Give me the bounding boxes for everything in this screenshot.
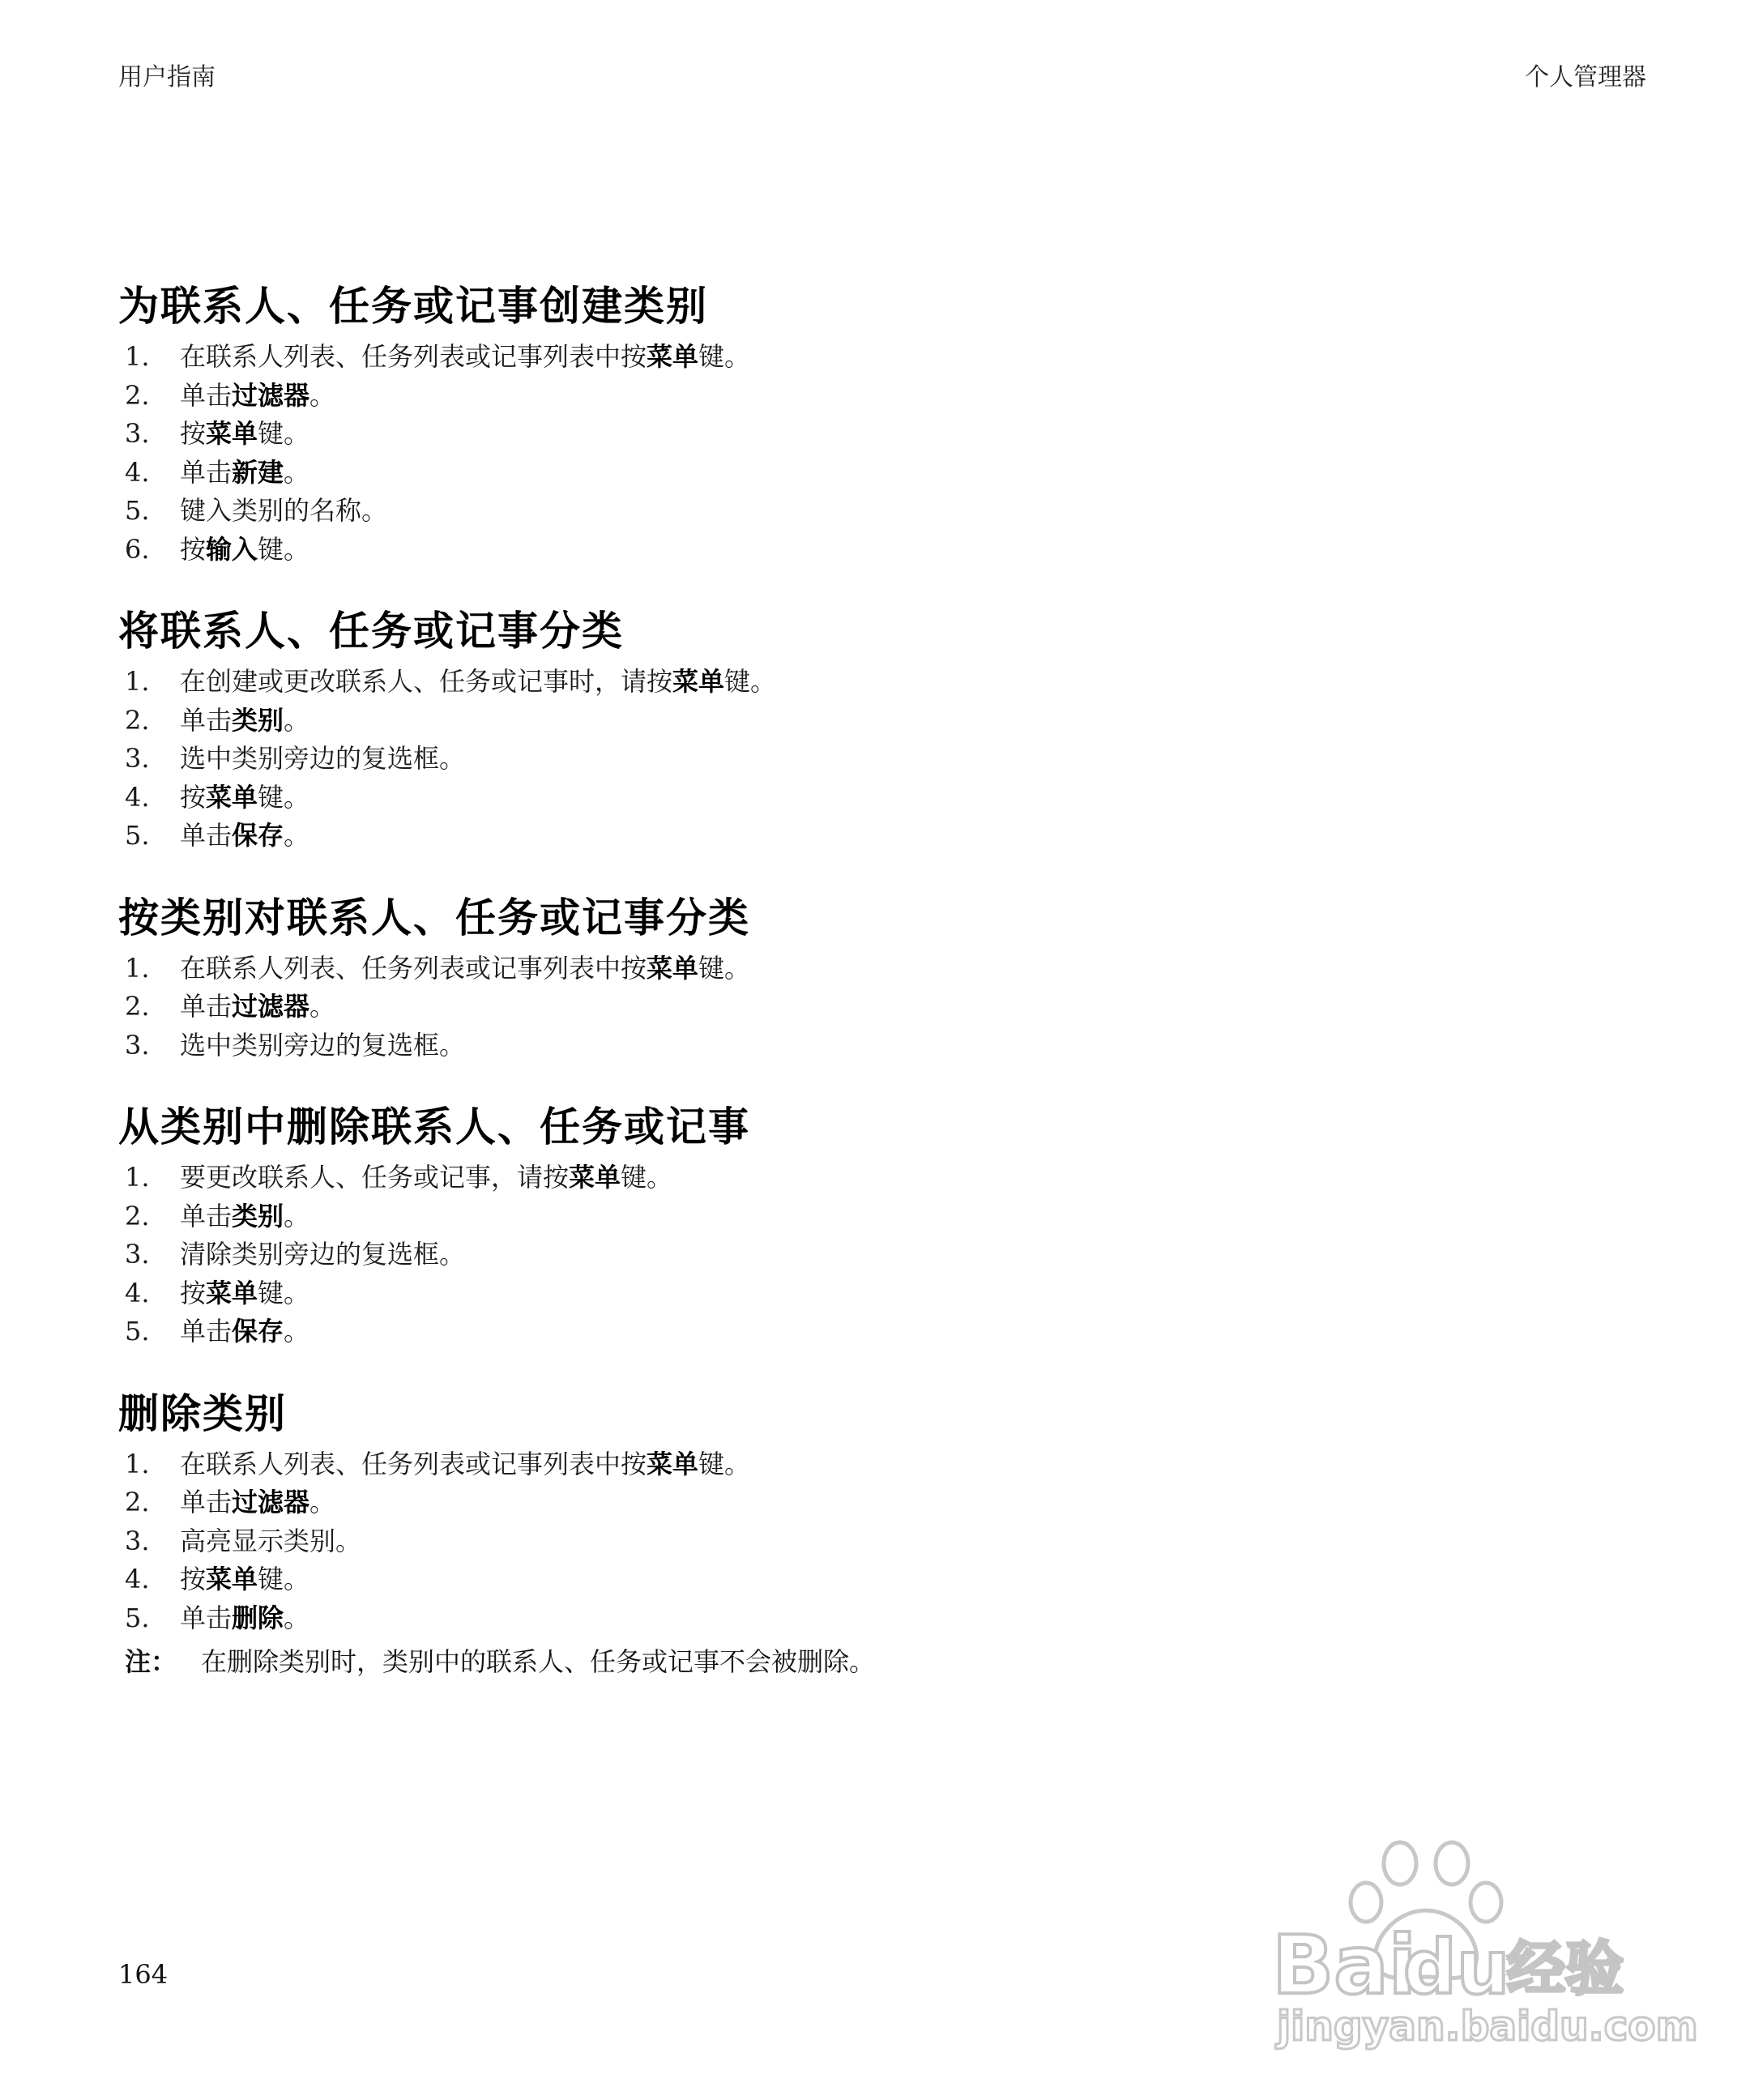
step-item — [118, 454, 1658, 493]
step-text: 选中类别旁边的复选框。 — [180, 1029, 466, 1061]
step-number: 2. — [125, 704, 150, 736]
step-number: 4. — [125, 781, 150, 813]
step-text-end: 键。 — [724, 666, 777, 697]
step-text: 清除类别旁边的复选框。 — [180, 1239, 466, 1270]
step-text: 在联系人列表、任务列表或记事列表中按 — [180, 1448, 647, 1479]
step-number: 5. — [125, 495, 150, 526]
step-text-end: 键。 — [258, 1564, 310, 1594]
step-bold: 菜单 — [647, 341, 699, 372]
step-text-end: 键。 — [621, 1162, 673, 1193]
baidu-jingyan-watermark — [1264, 1839, 1698, 2050]
step-text: 键入类别的名称。 — [180, 495, 388, 526]
note — [118, 1642, 1658, 1681]
page-content — [118, 280, 1658, 1717]
watermark-url: jingyan.baidu.com — [1277, 2003, 1698, 2050]
step-number: 4. — [125, 1277, 150, 1308]
watermark-brand-du: du — [1403, 1924, 1510, 2011]
step-text: 单击 — [180, 456, 233, 488]
step-bold: 菜单 — [206, 418, 258, 449]
step-item — [118, 1159, 1658, 1197]
step-text: 在联系人列表、任务列表或记事列表中按 — [180, 341, 647, 372]
section-title: 从类别中删除联系人、任务或记事 — [118, 1103, 750, 1150]
step-number: 3. — [125, 1525, 150, 1556]
step-number: 5. — [125, 1316, 150, 1347]
step-text: 单击 — [180, 704, 233, 736]
running-header-left: 用户指南 — [118, 63, 216, 92]
step-item — [118, 1312, 1658, 1351]
step-bold: 过滤器 — [232, 1487, 310, 1517]
step-number: 2. — [125, 379, 150, 411]
step-item — [118, 377, 1658, 416]
step-bold: 菜单 — [206, 781, 258, 813]
step-item — [118, 779, 1658, 817]
step-item — [118, 1599, 1658, 1638]
section-title: 按类别对联系人、任务或记事分类 — [118, 894, 750, 941]
step-text-end: 。 — [284, 704, 310, 736]
step-item — [118, 338, 1658, 377]
step-text: 要更改联系人、任务或记事，请按 — [180, 1162, 570, 1193]
watermark-brand: Bai — [1272, 1918, 1416, 2012]
steps-list — [118, 950, 1658, 1065]
step-text-end: 键。 — [258, 533, 310, 565]
page-number: 164 — [118, 1959, 169, 1990]
step-text-end: 键。 — [258, 418, 310, 449]
steps-list — [118, 1445, 1658, 1638]
step-text-end: 。 — [284, 1602, 310, 1633]
step-bold: 过滤器 — [232, 379, 310, 411]
step-bold: 新建 — [232, 456, 284, 488]
section — [118, 280, 1658, 569]
step-item — [118, 1560, 1658, 1599]
step-number: 5. — [125, 820, 150, 851]
steps-list — [118, 1159, 1658, 1351]
step-bold: 类别 — [232, 1200, 284, 1231]
step-text-end: 键。 — [258, 781, 310, 813]
step-bold: 菜单 — [206, 1277, 258, 1308]
step-text: 单击 — [180, 1487, 233, 1517]
step-bold: 菜单 — [206, 1564, 258, 1594]
steps-list — [118, 663, 1658, 856]
step-text: 按 — [180, 1277, 207, 1308]
step-number: 1. — [125, 666, 150, 697]
step-number: 2. — [125, 991, 150, 1022]
step-text: 按 — [180, 533, 207, 565]
step-bold: 过滤器 — [232, 991, 310, 1022]
step-item — [118, 415, 1658, 454]
step-bold: 保存 — [232, 820, 284, 851]
section-title: 将联系人、任务或记事分类 — [118, 608, 624, 655]
running-header-right: 个人管理器 — [1525, 63, 1646, 92]
step-number: 3. — [125, 1029, 150, 1061]
step-number: 3. — [125, 418, 150, 449]
step-text: 按 — [180, 781, 207, 813]
step-bold: 输入 — [206, 533, 258, 565]
section — [118, 1387, 1658, 1682]
step-text-end: 。 — [284, 1200, 310, 1231]
section — [118, 1100, 1658, 1351]
step-bold: 菜单 — [647, 952, 699, 984]
step-text: 单击 — [180, 379, 233, 411]
step-bold: 类别 — [232, 704, 284, 736]
step-item — [118, 1236, 1658, 1274]
section — [118, 891, 1658, 1065]
step-text-end: 。 — [309, 379, 336, 411]
step-number: 4. — [125, 1564, 150, 1594]
step-text: 单击 — [180, 820, 233, 851]
step-text-end: 。 — [309, 1487, 336, 1517]
step-item — [118, 1522, 1658, 1561]
step-item — [118, 492, 1658, 531]
step-item — [118, 988, 1658, 1027]
step-text-end: 键。 — [698, 341, 751, 372]
step-text-end: 键。 — [698, 1448, 751, 1479]
steps-list — [118, 338, 1658, 569]
step-item — [118, 740, 1658, 779]
step-number: 1. — [125, 341, 150, 372]
step-bold: 保存 — [232, 1316, 284, 1347]
section-title: 删除类别 — [118, 1389, 287, 1437]
step-text-end: 。 — [284, 820, 310, 851]
step-text: 选中类别旁边的复选框。 — [180, 743, 466, 774]
step-text-end: 。 — [284, 456, 310, 488]
step-bold: 菜单 — [672, 666, 725, 697]
section — [118, 604, 1658, 856]
step-text: 在创建或更改联系人、任务或记事时，请按 — [180, 666, 673, 697]
step-text: 按 — [180, 1564, 207, 1594]
step-number: 5. — [125, 1602, 150, 1633]
step-number: 3. — [125, 1239, 150, 1270]
step-item — [118, 1445, 1658, 1484]
step-text: 按 — [180, 418, 207, 449]
step-item — [118, 950, 1658, 988]
step-text: 高亮显示类别。 — [180, 1525, 362, 1556]
step-text-end: 键。 — [258, 1277, 310, 1308]
step-text-end: 键。 — [698, 952, 751, 984]
step-bold: 菜单 — [569, 1162, 621, 1193]
step-text: 单击 — [180, 1602, 233, 1633]
step-item — [118, 1483, 1658, 1522]
step-text: 单击 — [180, 991, 233, 1022]
step-item — [118, 1197, 1658, 1236]
step-text-end: 。 — [309, 991, 336, 1022]
note-text: 在删除类别时，类别中的联系人、任务或记事不会被删除。 — [201, 1646, 876, 1677]
watermark-brand-cn: 经验 — [1507, 1935, 1624, 2003]
step-number: 4. — [125, 456, 150, 488]
step-number: 6. — [125, 533, 150, 565]
step-number: 2. — [125, 1487, 150, 1517]
step-item — [118, 531, 1658, 570]
step-text: 单击 — [180, 1200, 233, 1231]
step-text-end: 。 — [284, 1316, 310, 1347]
step-bold: 菜单 — [647, 1448, 699, 1479]
step-item — [118, 1274, 1658, 1313]
step-number: 3. — [125, 743, 150, 774]
step-item — [118, 702, 1658, 741]
step-number: 2. — [125, 1200, 150, 1231]
section-title: 为联系人、任务或记事创建类别 — [118, 283, 708, 330]
step-text: 单击 — [180, 1316, 233, 1347]
step-item — [118, 663, 1658, 702]
step-item — [118, 817, 1658, 856]
step-item — [118, 1027, 1658, 1065]
step-bold: 删除 — [232, 1602, 284, 1633]
note-label: 注： — [125, 1646, 177, 1677]
step-text: 在联系人列表、任务列表或记事列表中按 — [180, 952, 647, 984]
step-number: 1. — [125, 952, 150, 984]
step-number: 1. — [125, 1162, 150, 1193]
step-number: 1. — [125, 1448, 150, 1479]
